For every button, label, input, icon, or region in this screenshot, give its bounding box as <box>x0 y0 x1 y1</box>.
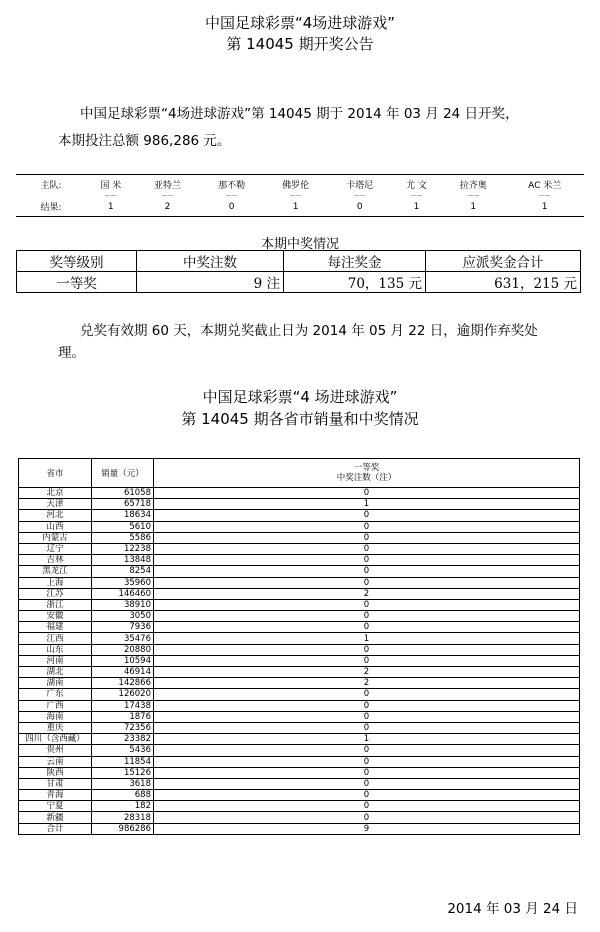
province-name: 青海 <box>19 790 92 801</box>
province-wins: 2 <box>154 667 580 678</box>
province-wins: 0 <box>154 790 580 801</box>
province-sales: 28318 <box>92 812 154 823</box>
prize-per-bet: 70，135 元 <box>284 272 426 293</box>
province-name: 河南 <box>19 655 92 666</box>
province-sales: 35476 <box>92 633 154 644</box>
province-wins: 0 <box>154 543 580 554</box>
result-2: 2 <box>164 201 171 212</box>
province-wins: 0 <box>154 644 580 655</box>
province-sales: 8254 <box>92 566 154 577</box>
table-row <box>19 555 580 566</box>
province-name: 宁夏 <box>19 801 92 812</box>
province-name: 合计 <box>19 823 92 834</box>
province-name: 重庆 <box>19 722 92 733</box>
province-sales: 146460 <box>92 588 154 599</box>
table-row <box>19 622 580 633</box>
province-name: 福建 <box>19 622 92 633</box>
province-sales: 35960 <box>92 577 154 588</box>
province-name: 甘肃 <box>19 778 92 789</box>
team-8: AC 米兰 <box>528 181 562 191</box>
announcement-issue: 第 14045 期开奖公告 <box>226 35 374 53</box>
province-name: 贵州 <box>19 745 92 756</box>
province-wins: 0 <box>154 767 580 778</box>
prize-row <box>17 272 581 293</box>
province-name: 新疆 <box>19 812 92 823</box>
home-label: 主队: <box>40 181 62 191</box>
prize-total: 631，215 元 <box>426 272 581 293</box>
col-sales: 销量（元） <box>92 459 154 488</box>
col-first-prize-line2: 中奖注数（注） <box>336 473 397 483</box>
province-sales: 61058 <box>92 488 154 499</box>
province-name: 广西 <box>19 700 92 711</box>
table-row <box>19 577 580 588</box>
province-name: 上海 <box>19 577 92 588</box>
result-5: 0 <box>356 201 363 212</box>
province-sales: 20880 <box>92 644 154 655</box>
table-row <box>19 488 580 499</box>
separator: —— <box>538 192 551 199</box>
team-6: 尤 文 <box>406 181 427 191</box>
team-4: 佛罗伦 <box>282 181 310 191</box>
province-wins: 0 <box>154 711 580 722</box>
table-row <box>19 678 580 689</box>
province-sales: 3618 <box>92 778 154 789</box>
province-sales: 10594 <box>92 655 154 666</box>
province-name: 河北 <box>19 510 92 521</box>
province-wins: 1 <box>154 734 580 745</box>
province-name: 四川（含西藏） <box>19 734 92 745</box>
province-wins: 0 <box>154 555 580 566</box>
result-8: 1 <box>541 201 548 212</box>
team-1: 国 米 <box>100 181 122 191</box>
province-sales: 23382 <box>92 734 154 745</box>
prize-col-count: 中奖注数 <box>137 251 284 272</box>
province-sales-table <box>18 458 580 835</box>
table-row <box>19 711 580 722</box>
table-row <box>19 823 580 834</box>
table-row <box>19 767 580 778</box>
province-wins: 0 <box>154 745 580 756</box>
province-wins: 0 <box>154 812 580 823</box>
province-wins: 1 <box>154 633 580 644</box>
result-4: 1 <box>292 201 299 212</box>
separator: —— <box>104 192 117 199</box>
separator: —— <box>410 192 423 199</box>
table-row <box>19 566 580 577</box>
province-name: 湖北 <box>19 667 92 678</box>
province-name: 北京 <box>19 488 92 499</box>
province-sales: 17438 <box>92 700 154 711</box>
notice-line1: 兑奖有效期 60 天，本期兑奖截止日为 2014 年 05 月 22 日，逾期作弃奖处 <box>80 323 538 339</box>
province-sales: 5610 <box>92 521 154 532</box>
province-name: 湖南 <box>19 678 92 689</box>
table-row <box>19 790 580 801</box>
prize-count: 9 注 <box>137 272 284 293</box>
result-row <box>16 197 584 217</box>
table-row <box>19 532 580 543</box>
province-sales: 688 <box>92 790 154 801</box>
province-name: 陕西 <box>19 767 92 778</box>
table-row <box>19 745 580 756</box>
table-row <box>19 611 580 622</box>
table-row <box>19 588 580 599</box>
intro-line2: 本期投注总额 986,286 元。 <box>58 133 231 149</box>
prize-col-level: 奖等级别 <box>17 251 137 272</box>
announcement-title: 中国足球彩票“4场进球游戏” <box>204 14 396 32</box>
separator: —— <box>289 192 302 199</box>
province-name: 海南 <box>19 711 92 722</box>
table-row <box>19 778 580 789</box>
province-name: 江西 <box>19 633 92 644</box>
province-wins: 0 <box>154 689 580 700</box>
province-sales: 142866 <box>92 678 154 689</box>
province-wins: 0 <box>154 778 580 789</box>
col-first-prize-line1: 一等奖 <box>353 463 380 473</box>
province-wins: 0 <box>154 599 580 610</box>
province-wins: 1 <box>154 499 580 510</box>
province-sales: 986286 <box>92 823 154 834</box>
province-wins: 2 <box>154 588 580 599</box>
province-sales: 5436 <box>92 745 154 756</box>
table-row <box>19 722 580 733</box>
province-sales: 7936 <box>92 622 154 633</box>
province-name: 黑龙江 <box>19 566 92 577</box>
province-name: 内蒙古 <box>19 532 92 543</box>
province-wins: 0 <box>154 722 580 733</box>
prize-col-per-bet: 每注奖金 <box>284 251 426 272</box>
intro-line1: 中国足球彩票“4场进球游戏”第 14045 期于 2014 年 03 月 24 日开奖， <box>80 106 519 122</box>
province-wins: 0 <box>154 622 580 633</box>
notice-line2: 理。 <box>58 345 85 361</box>
team-7: 拉齐奥 <box>459 181 487 191</box>
table-row <box>19 689 580 700</box>
province-name: 浙江 <box>19 599 92 610</box>
province-sales: 126020 <box>92 689 154 700</box>
province-sales: 38910 <box>92 599 154 610</box>
result-6: 1 <box>413 201 420 212</box>
team-3: 那不勒 <box>218 181 246 191</box>
table-row <box>19 700 580 711</box>
table-row <box>19 655 580 666</box>
province-sales: 11854 <box>92 756 154 767</box>
province-sales: 182 <box>92 801 154 812</box>
prize-header-row <box>17 251 581 272</box>
separator: —— <box>353 192 366 199</box>
province-wins: 0 <box>154 521 580 532</box>
separator: —— <box>225 192 238 199</box>
result-1: 1 <box>107 201 114 212</box>
result-3: 0 <box>228 201 235 212</box>
table-row <box>19 644 580 655</box>
province-name: 云南 <box>19 756 92 767</box>
prize-section-title: 本期中奖情况 <box>260 237 339 252</box>
province-wins: 0 <box>154 655 580 666</box>
prize-col-total: 应派奖金合计 <box>426 251 581 272</box>
province-name: 江苏 <box>19 588 92 599</box>
province-sales: 65718 <box>92 499 154 510</box>
province-wins: 0 <box>154 488 580 499</box>
province-name: 安徽 <box>19 611 92 622</box>
province-sales: 18634 <box>92 510 154 521</box>
prize-table <box>16 250 581 293</box>
table-row <box>19 543 580 554</box>
province-sales: 13848 <box>92 555 154 566</box>
table-row <box>19 756 580 767</box>
province-wins: 0 <box>154 532 580 543</box>
result-label: 结果: <box>40 203 62 213</box>
col-province: 省市 <box>19 459 92 488</box>
section2-subtitle: 第 14045 期各省市销量和中奖情况 <box>181 410 419 428</box>
table-row <box>19 734 580 745</box>
separator: —— <box>161 192 174 199</box>
prize-level: 一等奖 <box>17 272 137 293</box>
province-sales: 46914 <box>92 667 154 678</box>
province-name: 广东 <box>19 689 92 700</box>
province-wins: 0 <box>154 611 580 622</box>
table-row <box>19 633 580 644</box>
province-wins: 0 <box>154 566 580 577</box>
province-name: 辽宁 <box>19 543 92 554</box>
table-row <box>19 801 580 812</box>
province-sales: 15126 <box>92 767 154 778</box>
province-wins: 0 <box>154 577 580 588</box>
province-header-row <box>19 459 580 488</box>
province-name: 山西 <box>19 521 92 532</box>
table-row <box>19 510 580 521</box>
province-name: 吉林 <box>19 555 92 566</box>
match-results-table <box>16 174 584 217</box>
team-2: 亚特兰 <box>154 181 182 191</box>
province-name: 天津 <box>19 499 92 510</box>
section2-title: 中国足球彩票“4 场进球游戏” <box>202 388 398 406</box>
province-sales: 1876 <box>92 711 154 722</box>
separator: —— <box>467 192 480 199</box>
province-wins: 9 <box>154 823 580 834</box>
province-wins: 0 <box>154 756 580 767</box>
team-5: 卡塔尼 <box>346 181 374 191</box>
province-wins: 0 <box>154 510 580 521</box>
table-row <box>19 499 580 510</box>
province-sales: 72356 <box>92 722 154 733</box>
table-row <box>19 599 580 610</box>
footer-date: 2014 年 03 月 24 日 <box>447 901 578 917</box>
province-wins: 0 <box>154 801 580 812</box>
province-wins: 2 <box>154 678 580 689</box>
table-row <box>19 812 580 823</box>
table-row <box>19 521 580 532</box>
province-sales: 3050 <box>92 611 154 622</box>
table-row <box>19 667 580 678</box>
col-first-prize <box>154 459 580 488</box>
result-7: 1 <box>470 201 477 212</box>
province-sales: 5586 <box>92 532 154 543</box>
province-sales: 12238 <box>92 543 154 554</box>
province-wins: 0 <box>154 700 580 711</box>
province-name: 山东 <box>19 644 92 655</box>
